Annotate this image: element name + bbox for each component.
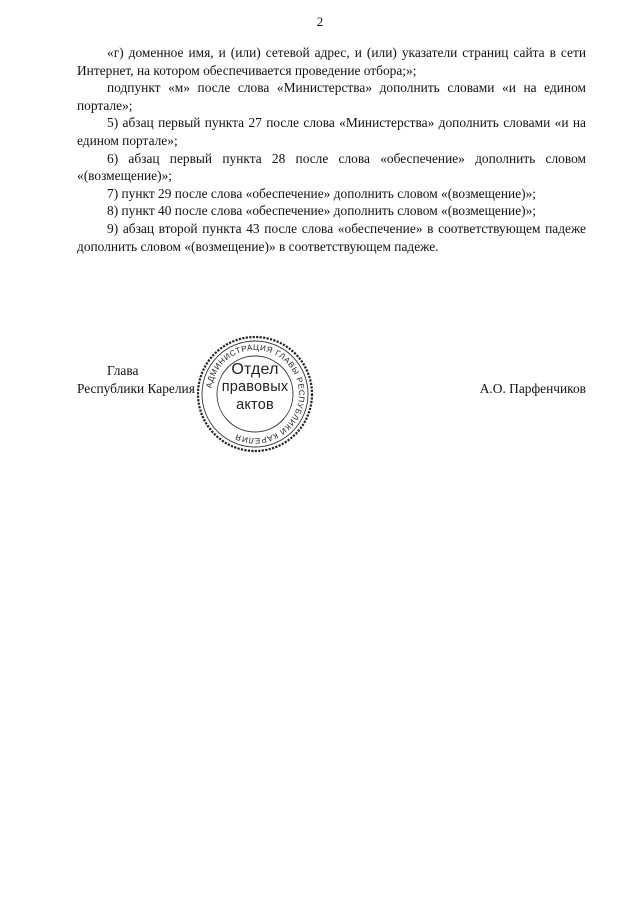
paragraph-item-7: 7) пункт 29 после слова «обеспечение» дополнить словом «(возмещение)»; [107,185,537,201]
paragraph-item-6: 6) абзац первый пункта 28 после слова «обеспечение» дополнить словом «(возмещение)»; [77,150,586,184]
official-stamp [194,333,316,455]
signatory-name: А.О. Парфенчиков [479,381,586,396]
stamp-ring-text: АДМИНИСТРАЦИЯ ГЛАВЫ РЕСПУБЛИКИ КАРЕЛИЯ [204,342,307,446]
signature-title-line-2: Республики Карелия [77,381,195,396]
stamp-center-line-2: правовых [221,379,289,395]
page-number: 2 [316,14,324,29]
paragraph-subitem-m: подпункт «м» после слова «Министерства» дополнить словами «и на едином портале»; [77,80,586,113]
paragraph-item-g: «г) доменное имя, и (или) сетевой адрес, и (или) указатели страниц сайта в сети Интернет, на котором обеспечивается проведение отбора;»; [77,45,586,78]
paragraph-item-5: 5) абзац первый пункта 27 после слова «Министерства» дополнить словами «и на едином портале»; [77,115,586,148]
paragraph-item-8: 8) пункт 40 после слова «обеспечение» дополнить словом «(возмещение)»; [107,203,537,219]
signature-title-line-1: Глава [107,363,139,378]
stamp-center-line-1: Отдел [231,361,279,378]
document-body [77,44,586,255]
stamp-center-line-3: актов [236,397,274,413]
paragraph-item-9: 9) абзац второй пункта 43 после слова «обеспечение» в соответствующем падеже дополнить словом «(возмещение)» в соответствующем падеже. [77,220,586,254]
